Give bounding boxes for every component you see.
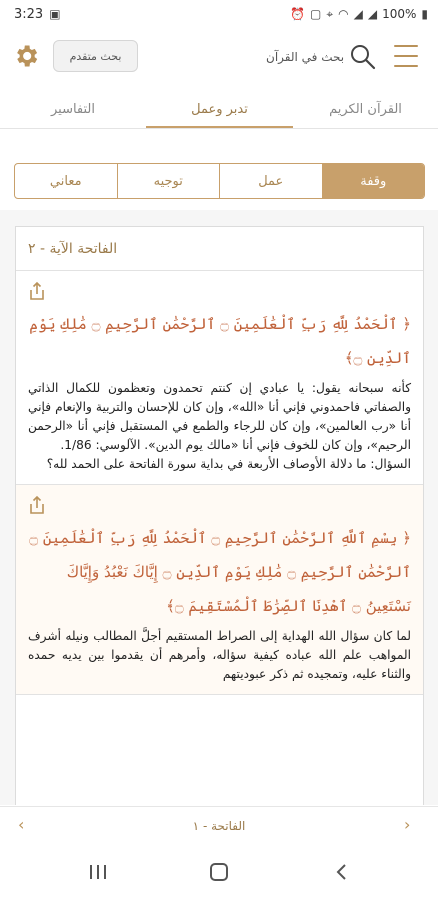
search-bar[interactable] xyxy=(266,42,378,72)
battery-percent: 100% xyxy=(382,7,417,21)
reflection-section xyxy=(16,271,423,485)
battery-icon: ▮ xyxy=(421,7,428,21)
segment-tawjih[interactable]: توجيه xyxy=(117,164,220,198)
next-arrow-icon[interactable]: › xyxy=(404,815,411,834)
menu-icon[interactable] xyxy=(394,45,418,67)
alarm-icon: ⏰ xyxy=(290,7,306,21)
signal-icon: ◢ xyxy=(353,7,363,21)
verse-text: ﴿ ٱلْحَمْدُ لِلَّهِ رَبِّ ٱلْعَٰلَمِينَ ۝ ٱلرَّحْمَٰنِ ٱلرَّحِيمِ ۝ مَٰلِكِ يَوْمِ ٱلدِّينِ ۝﴾ xyxy=(29,315,411,367)
question-text: السؤال: ما دلالة الأوصاف الأربعة في بداية سورة الفاتحة على الحمد لله؟ xyxy=(46,457,411,471)
app-bar xyxy=(0,28,438,84)
previous-arrow-icon[interactable]: ‹ xyxy=(18,815,25,834)
verse-text: ﴿ بِسْمِ ٱللَّهِ ٱلرَّحْمَٰنِ ٱلرَّحِيمِ ۝ ٱلْحَمْدُ لِلَّهِ رَبِّ ٱلْعَٰلَمِينَ ۝ ٱلرَّحْمَٰنِ ٱلرَّحِيمِ ۝ مَٰلِكِ يَوْمِ ٱلدِّينِ ۝ إِيَّاكَ نَعْبُدُ وَإِيَّاكَ نَسْتَعِينُ ۝ ٱهْدِنَا ٱلصِّرَٰطَ ٱلْمُسْتَقِيمَ ۝﴾ xyxy=(29,529,411,615)
share-icon[interactable] xyxy=(28,281,46,301)
segment-maani[interactable]: معاني xyxy=(49,173,82,189)
system-navigation-bar xyxy=(0,845,438,900)
tab-tadabbur[interactable]: تدبر وعمل xyxy=(191,101,248,117)
verse-card[interactable] xyxy=(15,226,424,805)
home-icon[interactable] xyxy=(207,862,231,882)
segment-amal[interactable]: عمل xyxy=(219,164,322,198)
search-icon[interactable] xyxy=(348,42,378,72)
gear-icon[interactable] xyxy=(12,42,40,70)
recent-apps-icon[interactable] xyxy=(86,862,110,882)
explanation-text: كأنه سبحانه يقول: يا عبادي إن كنتم تحمدون وتعظمون للكمال الذاتي والصفاتي فاحمدوني فإني أنا «الله»، وإن كان للإحسان والتربية والإنعام فإني أنا «رب العالمين»، وإن كان للرجاء والطمع في المستقبل فإني أنا «الرحمن الرحيم»، وإن كان للخوف فإني أنا «مالك يوم الدين». الآلوسي: 1/86. xyxy=(28,381,411,452)
status-bar xyxy=(0,0,438,28)
status-time: 3:23 xyxy=(14,6,44,22)
tab-tafsir[interactable]: التفاسير xyxy=(50,101,96,117)
main-tabs xyxy=(0,90,438,130)
location-icon: ⌖ xyxy=(326,7,334,21)
search-label: بحث في القرآن xyxy=(266,50,345,64)
sura-navigation xyxy=(0,806,438,844)
lock-icon: ▢ xyxy=(310,7,322,21)
advanced-search-button[interactable]: بحث متقدم xyxy=(53,40,138,72)
tab-quran[interactable]: القرآن الكريم xyxy=(329,101,402,117)
current-sura-label[interactable]: الفاتحة - ١ xyxy=(192,818,246,833)
card-header: الفاتحة الآية - ٢ xyxy=(16,227,423,271)
signal-icon: ◢ xyxy=(367,7,378,21)
reflection-section xyxy=(16,485,423,695)
tabs-divider xyxy=(0,128,438,129)
back-icon[interactable] xyxy=(330,862,354,882)
segment-waqfa[interactable]: وقفة xyxy=(322,164,425,198)
image-icon: ▣ xyxy=(49,7,61,21)
explanation-text: لما كان سؤال الله الهداية إلى الصراط المستقيم أجلَّ المطالب ونيله أشرف المواهب علم الله عباده كيفية سؤاله، وأمرهم أن يقدموا بين يديه حمده والثناء عليه، وتمجيده ثم ذكر عبوديتهم xyxy=(28,629,411,681)
segmented-control xyxy=(14,163,425,199)
share-icon[interactable] xyxy=(28,495,46,515)
wifi-icon: ◠ xyxy=(338,7,349,21)
